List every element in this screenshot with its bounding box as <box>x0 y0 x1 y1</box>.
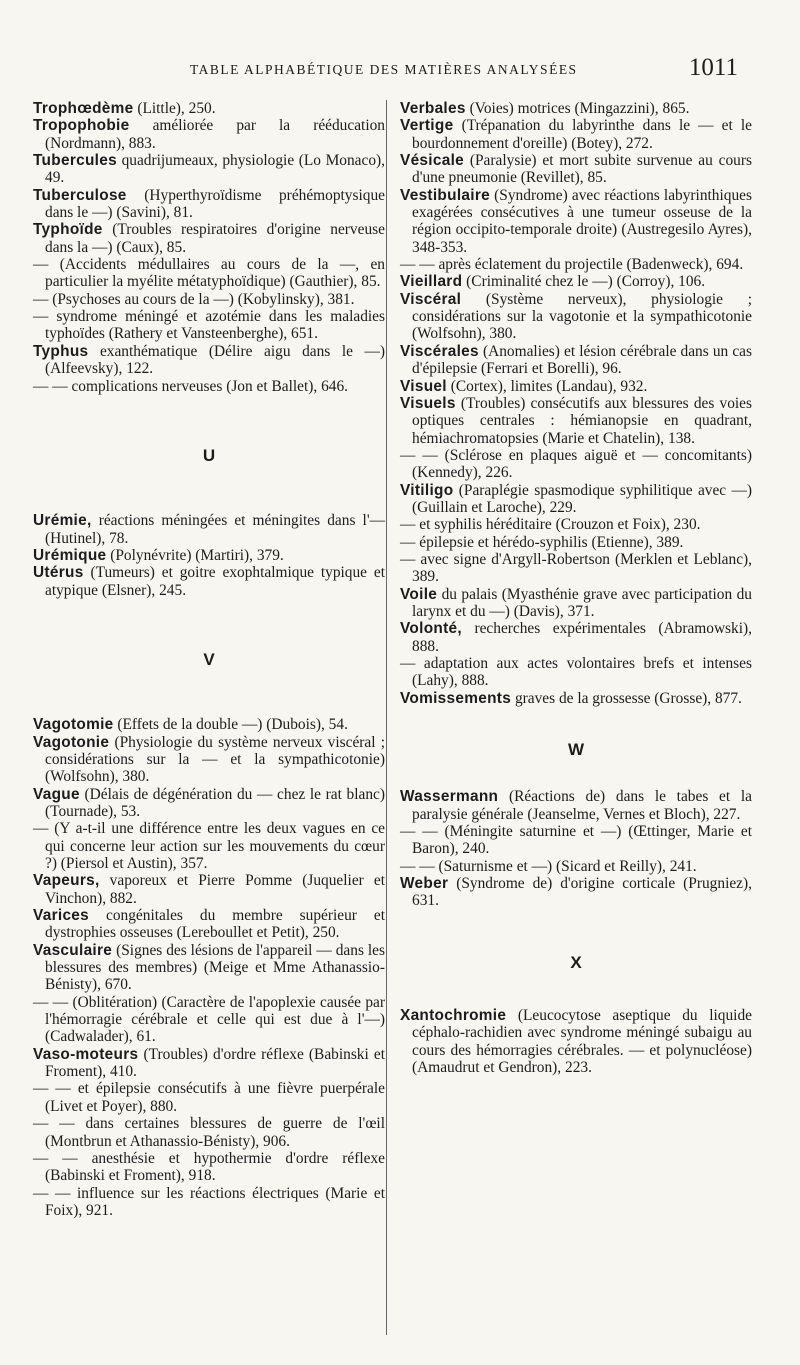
index-entry <box>33 221 385 256</box>
entry-text: (Effets de la double —) (Dubois), 54. <box>117 716 348 734</box>
entry-text: améliorée par la rééducation (Nordmann), 883. <box>45 117 385 152</box>
section-letter-u: U <box>202 445 216 465</box>
entry-text: (Tumeurs) et goitre exophtalmique typique et atypique (Elsner), 245. <box>45 564 385 599</box>
entry-text: — — anesthésie et hypothermie d'ordre réflexe (Babinski et Froment), 918. <box>33 1149 385 1185</box>
index-entry <box>33 564 385 599</box>
entry-text: (Little), 250. <box>137 100 216 117</box>
index-entry <box>400 655 752 690</box>
entry-heading: Viscéral <box>400 290 462 308</box>
entry-text: (Trépanation du labyrinthe dans le — et le bourdonnement d'oreille) (Botey), 272. <box>412 117 752 152</box>
index-entry <box>400 1007 752 1076</box>
entry-heading: Vitiligo <box>400 481 454 499</box>
index-entry <box>400 100 752 117</box>
entry-text: (Syndrome) avec réactions labyrinthiques exagérées consécutives à une tumeur osseuse de la région occipito-temporale droite) (Austregesilo Ayres), 348-353. <box>412 186 752 256</box>
entry-heading: Vapeurs, <box>33 872 100 890</box>
index-entry <box>400 395 752 447</box>
index-entry <box>400 534 752 551</box>
entry-heading: Xantochromie <box>400 1007 507 1025</box>
entry-text: — — complications nerveuses (Jon et Ballet), 646. <box>33 377 349 395</box>
entry-text: congénitales du membre supérieur et dystrophies osseuses (Lereboullet et Petit), 250. <box>45 907 385 942</box>
entry-heading: Typhoïde <box>33 221 103 239</box>
entry-text: — (Accidents médullaires au cours de la —, en particulier la myélite métatyphoïdique) (Gauthier), 85. <box>33 256 385 291</box>
entry-text: graves de la grossesse (Grosse), 877. <box>514 689 742 707</box>
entry-text: — — (Sclérose en plaques aiguë et — concomitants) (Kennedy), 226. <box>400 446 752 482</box>
entry-text: (Troubles) d'ordre réflexe (Babinski et Froment), 410. <box>45 1045 385 1081</box>
index-entry <box>400 586 752 621</box>
entry-text: (Syndrome de) d'origine corticale (Prugniez), 631. <box>412 875 752 910</box>
entry-heading: Vagotomie <box>33 716 114 734</box>
right-column <box>400 100 752 1077</box>
entry-text: (Criminalité chez le —) (Corroy), 106. <box>466 273 706 291</box>
index-entry <box>33 378 385 395</box>
index-entry <box>400 117 752 152</box>
index-entry <box>33 343 385 378</box>
entry-heading: Verbales <box>400 100 466 117</box>
entry-heading: Wassermann <box>400 788 499 806</box>
entry-text: (Système nerveux), physiologie ; considérations sur la vagotonie et la sympathicotonie (Wolfsohn), 380. <box>412 290 752 343</box>
index-entry <box>400 378 752 395</box>
entry-text: — — (Saturnisme et —) (Sicard et Reilly), 241. <box>400 857 697 875</box>
entry-text: (Troubles respiratoires d'origine nerveuse dans la —) (Caux), 85. <box>45 221 385 256</box>
entry-heading: Voile <box>400 585 438 603</box>
entry-text: recherches expérimentales (Abramowski), 888. <box>412 620 752 655</box>
index-entry <box>33 716 385 733</box>
index-entry <box>33 512 385 547</box>
index-entry <box>33 1115 385 1150</box>
entry-heading: Tubercules <box>33 152 117 170</box>
index-entry <box>33 308 385 343</box>
index-entry <box>33 187 385 222</box>
index-entry <box>33 872 385 907</box>
entry-heading: Urémie, <box>33 512 92 530</box>
entry-heading: Utérus <box>33 564 84 582</box>
u-entries <box>33 512 385 599</box>
entry-heading: Tropophobie <box>33 117 130 135</box>
entry-heading: Visuel <box>400 377 447 395</box>
entry-heading: Vague <box>33 785 80 803</box>
entry-heading: Varices <box>33 907 90 925</box>
section-letter-w: W <box>567 740 585 760</box>
index-entry <box>400 690 752 707</box>
entry-text: (Hyperthyroïdisme préhémoptysique dans le —) (Savini), 81. <box>45 186 385 222</box>
entry-heading: Vasculaire <box>33 941 113 959</box>
section-letter-x: X <box>570 952 582 972</box>
entry-text: — et syphilis héréditaire (Crouzon et Foix), 230. <box>400 516 701 534</box>
entry-heading: Weber <box>400 875 449 893</box>
entry-text: (Cortex), limites (Landau), 932. <box>450 377 648 395</box>
entry-text: (Voies) motrices (Mingazzini), 865. <box>469 100 690 117</box>
index-entry <box>33 152 385 187</box>
entry-text: (Anomalies) et lésion cérébrale dans un cas d'épilepsie (Ferrari et Borelli), 96. <box>412 342 752 378</box>
left-column <box>33 100 385 1219</box>
index-entry <box>400 273 752 290</box>
index-entry <box>400 256 752 273</box>
index-entry <box>33 942 385 994</box>
index-entry <box>400 788 752 823</box>
entry-heading: Volonté, <box>400 620 462 638</box>
entry-text: quadrijumeaux, physiologie (Lo Monaco), 49. <box>45 152 385 187</box>
index-entry <box>33 820 385 872</box>
running-title: TABLE ALPHABÉTIQUE DES MATIÈRES ANALYSÉES <box>190 62 578 77</box>
index-entry <box>33 547 385 564</box>
t-entries <box>33 100 385 395</box>
entry-text: du palais (Myasthénie grave avec participation du larynx et du —) (Davis), 371. <box>412 585 752 620</box>
index-entry <box>400 823 752 858</box>
entry-text: — adaptation aux actes volontaires brefs et intenses (Lahy), 888. <box>400 655 752 690</box>
index-entry <box>400 343 752 378</box>
index-entry <box>400 291 752 343</box>
page-header <box>0 52 800 92</box>
entry-text: vaporeux et Pierre Pomme (Juquelier et Vinchon), 882. <box>45 872 385 907</box>
index-entry <box>33 786 385 821</box>
entry-text: (Physiologie du système nerveux viscéral ; considérations sur la — et la sympathicotonie) (Wolfsohn), 380. <box>45 733 385 786</box>
index-entry <box>33 100 385 117</box>
entry-text: — épilepsie et hérédo-syphilis (Etienne), 389. <box>400 533 684 551</box>
entry-text: (Réactions de) dans le tabes et la paralysie générale (Jeanselme, Vernes et Bloch), 227. <box>412 788 752 823</box>
index-entry <box>33 291 385 308</box>
entry-text: — — (Méningite saturnine et —) (Œttinger, Marie et Baron), 240. <box>400 823 752 858</box>
x-entries <box>400 1007 752 1076</box>
entry-heading: Vertige <box>400 117 454 135</box>
column-divider <box>386 100 387 1335</box>
entry-text: — — (Oblitération) (Caractère de l'apoplexie causée par l'hémorragie cérébrale et celle qui est due à l'—) (Cadwalader), 61. <box>33 993 385 1046</box>
entry-heading: Vaso-moteurs <box>33 1045 139 1063</box>
entry-text: — (Psychoses au cours de la —) (Kobylinsky), 381. <box>33 290 355 308</box>
entry-heading: Vésicale <box>400 152 465 170</box>
entry-text: — — après éclatement du projectile (Badenweck), 694. <box>400 256 744 274</box>
entry-text: — syndrome méningé et azotémie dans les maladies typhoïdes (Rathery et Vansteenberghe), 651. <box>33 308 385 343</box>
entry-heading: Vomissements <box>400 689 512 707</box>
entry-heading: Vagotonie <box>33 733 110 751</box>
entry-text: (Polynévrite) (Martiri), 379. <box>110 546 284 564</box>
index-entry <box>400 482 752 517</box>
w-entries <box>400 788 752 909</box>
entry-text: — — dans certaines blessures de guerre de l'œil (Montbrun et Athanassio-Bénisty), 906. <box>33 1115 385 1150</box>
entry-text: exanthématique (Délire aigu dans le —) (Alfeevsky), 122. <box>45 342 385 378</box>
entry-heading: Trophœdème <box>33 100 134 117</box>
index-entry <box>33 1080 385 1115</box>
entry-heading: Viscérales <box>400 342 479 360</box>
index-entry <box>400 447 752 482</box>
v-entries-left <box>33 716 385 1219</box>
index-entry <box>33 734 385 786</box>
entry-text: (Paralysie) et mort subite survenue au cours d'une pneumonie (Revillet), 85. <box>412 152 752 187</box>
v-entries-right <box>400 100 752 707</box>
entry-text: réactions méningées et méningites dans l'— (Hutinel), 78. <box>45 512 385 547</box>
entry-heading: Vestibulaire <box>400 186 490 204</box>
index-entry <box>33 1185 385 1220</box>
entry-heading: Vieillard <box>400 273 463 291</box>
entry-heading: Visuels <box>400 394 456 412</box>
entry-text: — — et épilepsie consécutifs à une fièvre puerpérale (Livet et Poyer), 880. <box>33 1080 385 1115</box>
index-entry <box>400 187 752 256</box>
index-entry <box>33 1046 385 1081</box>
entry-heading: Urémique <box>33 546 107 564</box>
index-entry <box>33 256 385 291</box>
section-letter-v: V <box>203 649 215 669</box>
index-entry <box>400 152 752 187</box>
index-entry <box>400 875 752 910</box>
entry-text: (Leucocytose aseptique du liquide céphalo-rachidien avec syndrome méningé subaigu au cours des hémorragies cérébrales. — et polynucléose) (Amaudrut et Gendron), 223. <box>412 1007 752 1077</box>
entry-text: (Paraplégie spasmodique syphilitique avec —) (Guillain et Laroche), 229. <box>412 481 752 516</box>
index-entry <box>400 516 752 533</box>
entry-text: — — influence sur les réactions électriques (Marie et Foix), 921. <box>33 1184 385 1219</box>
entry-text: (Délais de dégénération du — chez le rat blanc) (Tournade), 53. <box>45 785 385 820</box>
entry-text: — avec signe d'Argyll-Robertson (Merklen et Leblanc), 389. <box>400 550 752 586</box>
index-entry <box>400 620 752 655</box>
entry-text: (Troubles) consécutifs aux blessures des voies optiques centrales : hémianopsie en quadrant, hémiachromatopsies (Marie et Chatelin), 138. <box>412 394 752 447</box>
page-number: 1011 <box>688 54 738 81</box>
entry-text: — (Y a-t-il une différence entre les deux vagues en ce qui concerne leur action sur les mouvements du cœur ?) (Piersol et Austin), 357. <box>33 820 385 872</box>
entry-heading: Typhus <box>33 342 89 360</box>
index-entry <box>400 551 752 586</box>
index-entry <box>33 1150 385 1185</box>
index-entry <box>33 907 385 942</box>
index-entry <box>33 994 385 1046</box>
entry-text: (Signes des lésions de l'appareil — dans les blessures des membres) (Meige et Mme Athanassio-Bénisty), 670. <box>45 941 385 994</box>
entry-heading: Tuberculose <box>33 186 127 204</box>
index-entry <box>33 117 385 152</box>
index-entry <box>400 858 752 875</box>
